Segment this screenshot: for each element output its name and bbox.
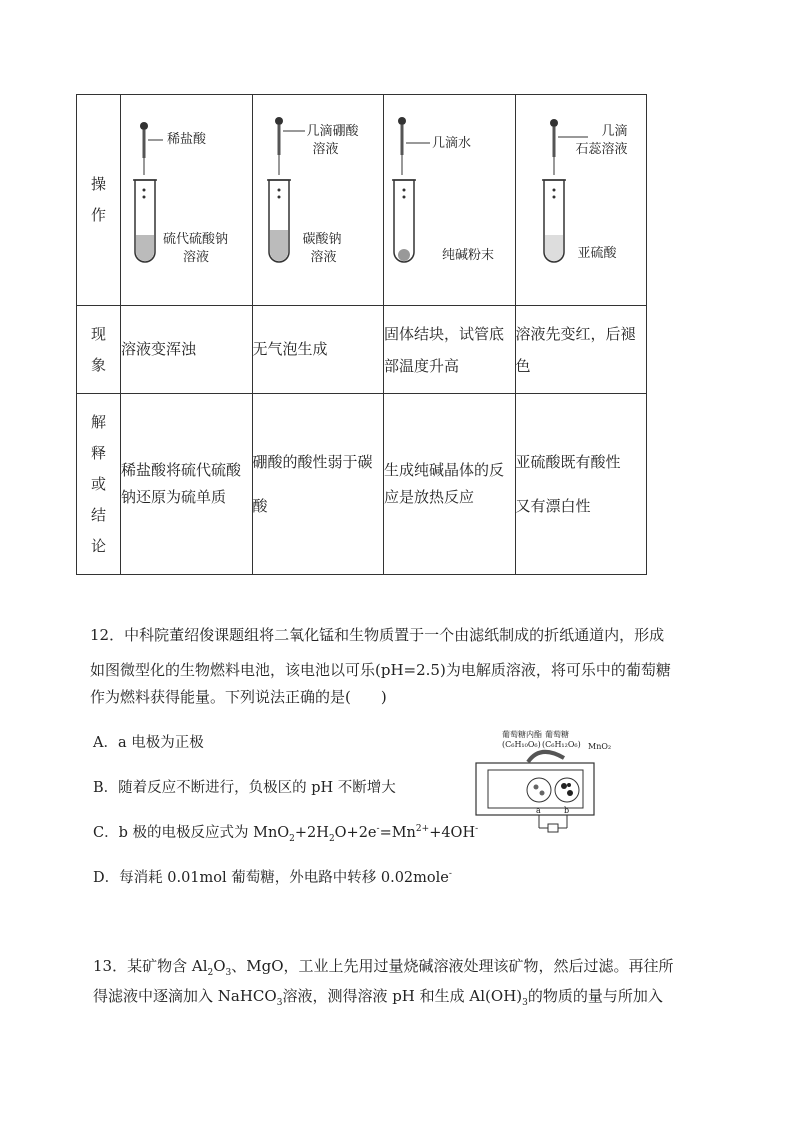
solution-label-line1: 硫代硫酸钠 <box>163 232 229 247</box>
conclusion-cell-2: 硼酸的酸性弱于碳酸 <box>252 394 384 575</box>
operation-cell-4 <box>515 95 647 306</box>
phenomenon-cell-3: 固体结块，试管底部温度升高 <box>384 306 516 394</box>
q12-option-a: A．a 电极为正极 <box>93 735 204 751</box>
reagent-label: 几滴水 <box>432 136 472 151</box>
solution-label: 纯碱粉末 <box>442 248 495 263</box>
formula-right: (C₆H₁₂O₆) <box>542 740 581 749</box>
row-header-text: 操作 <box>90 175 106 224</box>
reagent-label: 稀盐酸 <box>167 132 207 147</box>
phenomenon-cell-2: 无气泡生成 <box>252 306 384 394</box>
q13-line1: 13．某矿物含 $Al_2O_3$、MgO，工业上先用过量烧碱溶液处理该矿物，然后过滤。再往所 <box>93 957 674 978</box>
reagent-label-line2: 石蕊溶液 <box>575 142 628 157</box>
label-left: 葡萄糖内酯 <box>502 730 542 739</box>
electrode-b-label: b <box>564 806 570 815</box>
label-right: 葡萄糖 <box>545 730 569 739</box>
conclusion-cell-3: 生成纯碱晶体的反应是放热反应 <box>384 394 516 575</box>
phenomenon-cell-4: 溶液先变红，后褪色 <box>515 306 647 394</box>
q12-stem-line1: 12．中科院董绍俊课题组将二氧化锰和生物质置于一个由滤纸制成的折纸通道内，形成 <box>90 626 665 644</box>
experiment-table <box>76 94 647 575</box>
mno2-label: MnO₂ <box>588 742 612 751</box>
q12-option-d: D．每消耗 0.01mol 葡萄糖，外电路中转移 0.02mole- <box>93 869 452 886</box>
formula-left: (C₆H₁₀O₆) <box>502 740 541 749</box>
q12-option-b: B．随着反应不断进行，负极区的 pH 不断增大 <box>93 780 396 796</box>
operation-cell-3 <box>384 95 516 306</box>
solution-label-line2: 溶液 <box>310 250 337 265</box>
operation-cell-1 <box>121 95 253 306</box>
reagent-label-line1: 几滴 <box>601 124 628 139</box>
row-header-phenomenon <box>77 306 121 394</box>
solution-label: 亚硫酸 <box>577 246 617 261</box>
row-header-operation <box>77 95 121 306</box>
q12-option-c: C．b 极的电极反应式为 $MnO_2+2H_2O+2e^-=Mn^{2+}+4OH^-$ <box>93 824 479 844</box>
reagent-label-line1: 几滴硼酸 <box>306 124 359 139</box>
row-header-text: 解释或结论 <box>90 412 106 555</box>
fuel-cell-figure <box>470 730 612 840</box>
solution-label-line2: 溶液 <box>183 250 210 265</box>
conclusion-cell-4: 亚硫酸既有酸性又有漂白性 <box>515 394 647 575</box>
test-tube-dropper-figure <box>121 95 246 305</box>
electrode-a-label: a <box>536 806 541 815</box>
solution-label-line1: 碳酸钠 <box>302 232 342 247</box>
q12-stem-line2: 如图微型化的生物燃料电池，该电池以可乐(pH=2.5)为电解质溶液，将可乐中的葡萄糖 <box>90 661 671 679</box>
q13-line2: 得滤液中逐滴加入 NaHCO$_3$溶液，测得溶液 pH 和生成 $Al(OH)_3$的物质的量与所加入 <box>93 987 663 1008</box>
row-header-text: 现象 <box>90 324 106 374</box>
phenomenon-cell-1: 溶液变浑浊 <box>121 306 253 394</box>
test-tube-dropper-figure <box>516 95 663 305</box>
reagent-label-line2: 溶液 <box>312 142 339 157</box>
row-header-explanation <box>77 394 121 575</box>
operation-cell-2 <box>252 95 384 306</box>
q12-stem-line3: 作为燃料获得能量。下列说法正确的是( ) <box>90 688 387 706</box>
test-tube-dropper-figure <box>384 95 511 305</box>
conclusion-cell-1: 稀盐酸将硫代硫酸钠还原为硫单质 <box>121 394 253 575</box>
